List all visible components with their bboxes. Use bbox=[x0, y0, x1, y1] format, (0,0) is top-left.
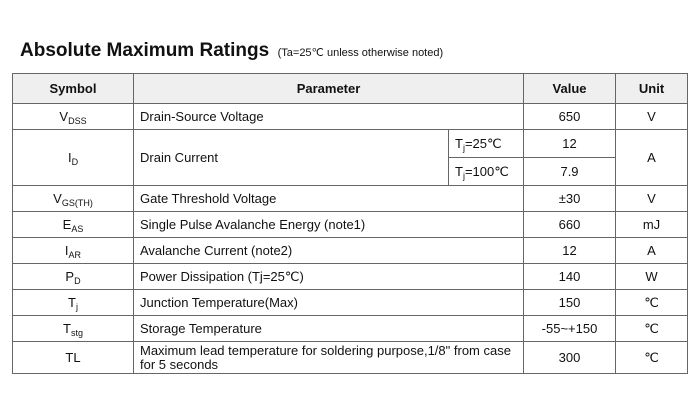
value-cell: 650 bbox=[524, 104, 616, 130]
table-row-pd bbox=[13, 264, 688, 290]
ratings-table bbox=[12, 73, 688, 374]
unit-cell: A bbox=[616, 238, 688, 264]
unit-cell: ℃ bbox=[616, 290, 688, 316]
unit-cell: ℃ bbox=[616, 316, 688, 342]
heading-title: Absolute Maximum Ratings bbox=[20, 40, 270, 61]
symbol-cell: $T_{stg}$ bbox=[13, 316, 134, 342]
header-unit: Unit bbox=[616, 74, 688, 104]
unit-cell: mJ bbox=[616, 212, 688, 238]
unit-cell: V bbox=[616, 186, 688, 212]
condition-cell: $T_j=25℃$ bbox=[449, 130, 524, 158]
symbol-cell: $V_{GS(TH)}$ bbox=[13, 186, 134, 212]
value-cell: 660 bbox=[524, 212, 616, 238]
header-parameter: Parameter bbox=[134, 74, 524, 104]
value-cell: 300 bbox=[524, 342, 616, 374]
condition-cell: $T_j=100℃$ bbox=[449, 158, 524, 186]
parameter-cell: Single Pulse Avalanche Energy (note1) bbox=[134, 212, 524, 238]
symbol-cell: $T_j$ bbox=[13, 290, 134, 316]
parameter-cell: Drain-Source Voltage bbox=[134, 104, 524, 130]
symbol-cell: TL bbox=[13, 342, 134, 374]
symbol-cell: $I_D$ bbox=[13, 130, 134, 186]
symbol-cell: $P_D$ bbox=[13, 264, 134, 290]
value-cell: 7.9 bbox=[524, 158, 616, 186]
table-row-tj bbox=[13, 290, 688, 316]
parameter-cell: Avalanche Current (note2) bbox=[134, 238, 524, 264]
unit-cell: ℃ bbox=[616, 342, 688, 374]
table-row-vdss bbox=[13, 104, 688, 130]
table-row-tstg bbox=[13, 316, 688, 342]
heading-note: (Ta=25℃ unless otherwise noted) bbox=[277, 47, 444, 59]
unit-cell: V bbox=[616, 104, 688, 130]
parameter-cell: Maximum lead temperature for soldering purpose,1/8" from case for 5 seconds bbox=[134, 342, 524, 374]
table-row-eas bbox=[13, 212, 688, 238]
value-cell: 12 bbox=[524, 238, 616, 264]
value-cell: 140 bbox=[524, 264, 616, 290]
symbol-cell: $I_{AR}$ bbox=[13, 238, 134, 264]
symbol-cell: $V_{DSS}$ bbox=[13, 104, 134, 130]
parameter-cell: Storage Temperature bbox=[134, 316, 524, 342]
unit-cell: W bbox=[616, 264, 688, 290]
table-row-id bbox=[13, 130, 688, 158]
unit-cell: A bbox=[616, 130, 688, 186]
parameter-cell: Drain Current bbox=[134, 130, 449, 186]
value-cell: 150 bbox=[524, 290, 616, 316]
section-heading bbox=[20, 40, 443, 62]
table-header-row bbox=[13, 74, 688, 104]
parameter-cell: Junction Temperature(Max) bbox=[134, 290, 524, 316]
value-cell: ±30 bbox=[524, 186, 616, 212]
value-cell: -55~+150 bbox=[524, 316, 616, 342]
header-symbol: Symbol bbox=[13, 74, 134, 104]
table-row-iar bbox=[13, 238, 688, 264]
table-row-tl bbox=[13, 342, 688, 374]
value-cell: 12 bbox=[524, 130, 616, 158]
parameter-cell: Gate Threshold Voltage bbox=[134, 186, 524, 212]
parameter-cell: Power Dissipation (Tj=25℃) bbox=[134, 264, 524, 290]
header-value: Value bbox=[524, 74, 616, 104]
table-row-vgs bbox=[13, 186, 688, 212]
symbol-cell: $E_{AS}$ bbox=[13, 212, 134, 238]
